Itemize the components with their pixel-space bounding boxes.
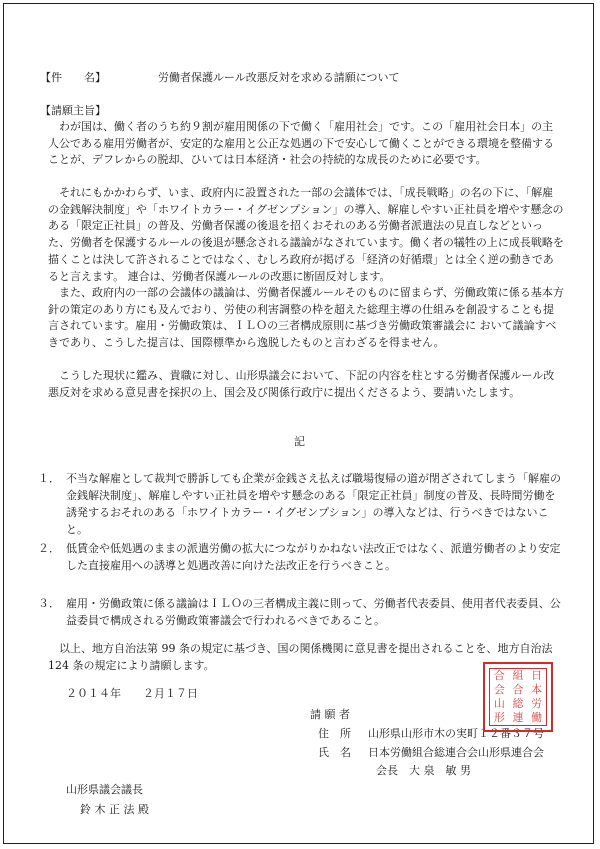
purpose-paragraph-2: それにもかかわらず、いま、政府内に設置された一部の会議体では、「成長戦略」の名の下に、「解雇の金銭解決制度」や「ホワイトカラー・イグゼンプション」の導入、解雇しやすい正社員を増やす懸念のある「限定正社員」の普及、労働者保護の後退を招くおそれのある労働者派遣法の見直しなどといった、労働者を保護するルールの後退が懸念される議論がなされています。働く者の犠牲の上に成長戦略を描くことは決して許されることではなく、むしろ政府が掲げる「経済の好循環」とは全く逆の動きであると言えます。 連合は、労働者保護ルールの改悪に断固反対します。 (48, 186, 564, 283)
seal-character: 合 (512, 683, 524, 696)
address-value: 山形県山形市木の実町１２番３７号 (368, 727, 544, 740)
item-text-3: 雇用・労働政策に係る議論はＩＬＯの三者構成主義に則って、労働者代表委員、使用者代表委員、公益委員で構成される労働政策審議会で行われるべきであること。 (66, 597, 561, 627)
seal-character: 会 (493, 683, 505, 696)
item-number-3: ３． (38, 597, 60, 610)
item-number-2: ２． (38, 542, 60, 555)
date: ２０１４年 ２月１７日 (66, 687, 198, 700)
item-text-1: 不当な解雇として裁判で勝訴しても企業が金銭さえ払えば職場復帰の道が閉ざされてしまう「解雇の金銭解決制度」、解雇しやすい正社員を増やす懸念のある「限定正社員」制度の普及、長時間労働を誘発するおそれのある「ホワイトカラー・イグゼンプション」の導入などは、行うべきではないこと。 (66, 472, 561, 536)
seal-character: 連 (512, 711, 524, 724)
subject-label: 【件 名】 (40, 71, 106, 84)
seal-character: 労 (531, 697, 543, 710)
closing-paragraph: 以上、地方自治法第 99 条の規定に基づき、国の関係機関に意見書を提出されることを、地方自治法 124 条の規定により請願します。 (48, 642, 553, 672)
subject-title: 労働者保護ルール改悪反対を求める請願について (158, 71, 400, 84)
seal-character: 合 (493, 669, 505, 682)
ki-heading: 記 (294, 435, 305, 448)
item-text-2: 低賃金や低処遇のままの派遣労働の拡大につながりかねない法改正ではなく、派遣労働者のより安定した直接雇用への誘導と処遇改善に向けた法改正を行うべきこと。 (66, 542, 561, 572)
purpose-paragraph-1: わが国は、働く者のうち約９割が雇用関係の下で働く「雇用社会」です。この「雇用社会日本」の主人公である雇用労働者が、安定的な雇用と公正な処遇の下で安心して働くことができる環境を整備することが、デフレからの脱却、ひいては日本経済・社会の持続的な成長のために必要です。 (48, 120, 554, 167)
seal-character: 組 (512, 669, 524, 682)
chair-name: 会長 大 泉 敏 男 (376, 764, 471, 777)
name-label: 氏 名 (318, 746, 351, 759)
address-label: 住 所 (318, 727, 351, 740)
seal-character: 形 (493, 711, 505, 724)
seal-character: 山 (493, 697, 505, 710)
seal-character: 総 (512, 697, 524, 710)
organization-seal (483, 662, 553, 732)
petitioner-heading: 請 願 者 (310, 708, 350, 721)
purpose-label: 【請願主旨】 (40, 104, 106, 117)
item-number-1: １． (38, 472, 60, 485)
seal-character: 日 (531, 669, 543, 682)
recipient-title: 山形県議会議長 (66, 783, 143, 796)
purpose-paragraph-3: また、政府内の一部の会議体の議論は、労働者保護ルールそのものに留まらず、労働政策に係る基本方針の策定のあり方にも及んでおり、労使の利害調整の枠を超えた総理主導の仕組みを創設することも提言されています。雇用・労働政策は、ＩＬＯの三者構成原則に基づき労働政策審議会に おいて議論すべきであり、こうした提言は、国際標準から逸脱したものと言わざるを得ません。 (48, 286, 564, 350)
seal-character: 働 (531, 711, 543, 724)
purpose-paragraph-4: こうした現状に鑑み、貴職に対し、山形県議会において、下記の内容を柱とする労働者保護ルール改悪反対を求める意見書を採択の上、国会及び関係行政庁に提出くださるよう、要請いたします。 (48, 369, 555, 399)
organization-name: 日本労働組合総連合会山形県連合会 (368, 746, 544, 759)
recipient-name: 鈴 木 正 法 殿 (80, 803, 149, 816)
seal-character: 本 (531, 683, 543, 696)
